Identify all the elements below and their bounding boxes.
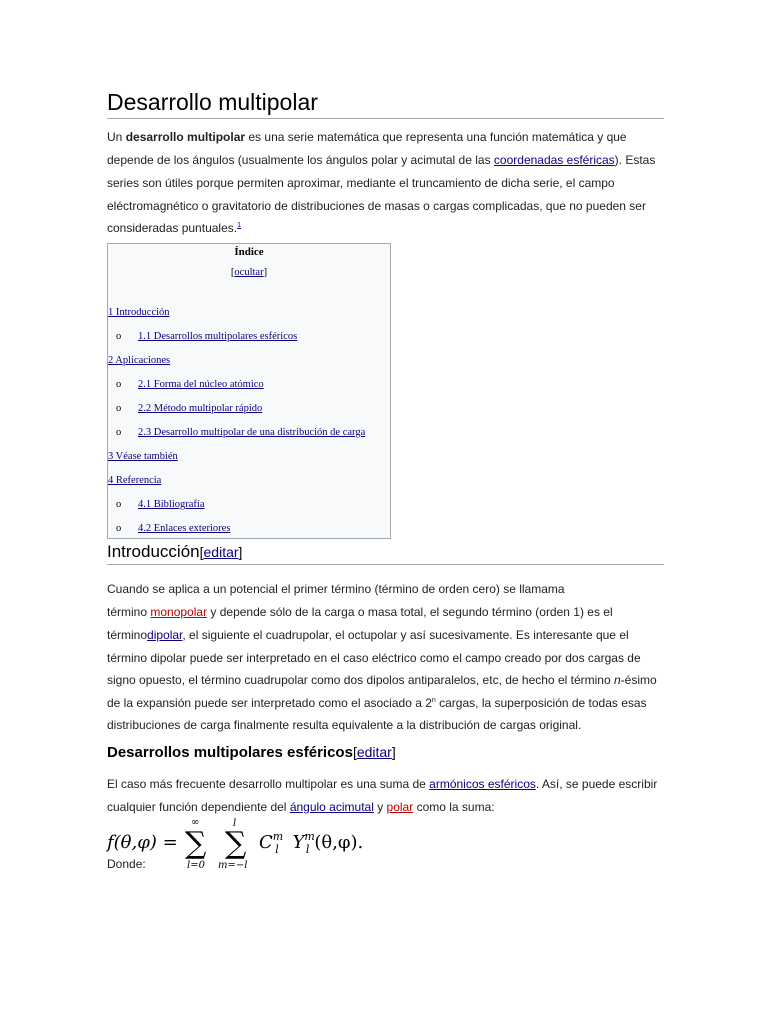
text: y [373,800,387,814]
formula-arguments: (θ,φ). [314,832,364,853]
table-of-contents [107,243,391,539]
heading-text: Introducción [107,542,200,561]
intro-para-line-5 [107,669,664,692]
reference-link[interactable]: 1 [237,222,241,229]
text: El caso más frecuente desarrollo multipolar es una suma de [107,777,430,791]
sum1-lower-limit: l=0 [187,860,205,871]
bullet: o [116,523,122,534]
sum2-lower-limit: m=−l [218,860,248,871]
toc-link[interactable]: 1 Introducción [108,307,170,318]
spherical-para-line-1 [107,773,664,796]
sum1-upper-limit: ∞ [191,817,200,828]
bracket: ] [238,544,243,560]
bracket: [ [199,544,204,560]
section-heading-introduccion [107,540,664,565]
bullet: o [116,331,122,342]
text: término [107,605,151,619]
toc-item [108,354,170,368]
bullet: o [116,379,122,390]
bold-term: desarrollo multipolar [125,130,246,144]
toc-link[interactable]: 4.1 Bibliografía [138,499,205,510]
bracket: ] [263,267,268,278]
sum1-sigma: ∑ [185,826,207,861]
toc-title: Índice [234,246,264,258]
donde-label: Donde: [107,857,146,871]
harmonic-subscript: l [305,843,310,856]
text: como la suma: [413,800,495,814]
intro-para-line-7: distribuciones de carga finalmente resulta equivalente a la distribución de cargas original. [107,718,582,732]
heading-text: Desarrollos multipolares esféricos [107,744,353,761]
toc-item [116,402,263,416]
intro-para-line-3 [107,624,664,647]
text: es una serie matemática que representa una función matemática y que [245,130,627,144]
toc-link[interactable]: 4 Referencia [108,475,162,486]
section-heading-desarrollos-esfericos [107,741,396,764]
spherical-harmonic: Y [292,832,305,853]
page-title: Desarrollo multipolar [107,86,664,119]
coefficient-subscript: l [275,843,279,856]
text: cualquier función dependiente del [107,800,290,814]
bracket: ] [391,744,396,760]
toc-link[interactable]: 4.2 Enlaces exteriores [138,523,231,534]
toc-link[interactable]: 2.2 Método multipolar rápido [138,403,263,414]
bullet: o [116,403,122,414]
edit-link[interactable]: editar [356,744,392,760]
toc-hide-link[interactable]: ocultar [234,267,264,278]
toc-item [116,498,205,512]
intro-line-4: eléctromagnético o gravitatorio de distribuciones de masas o cargas complicadas, que no pueden ser [107,199,646,213]
link-polar[interactable]: polar [386,800,414,814]
link-coordenadas-esfericas[interactable]: coordenadas esféricas [493,153,615,167]
link-dipolar[interactable]: dipolar [147,628,183,642]
toc-item [108,450,178,464]
superscript-n: n [431,697,436,704]
toc-item [116,426,366,440]
text: término [107,628,148,642]
text: consideradas puntuales. [107,221,238,235]
toc-link[interactable]: 2.3 Desarrollo multipolar de una distribución de carga [138,427,366,438]
intro-para-line-1: Cuando se aplica a un potencial el primer término (término de orden cero) se llamama [107,582,565,596]
link-angulo-acimutal[interactable]: ángulo acimutal [289,800,374,814]
spherical-para-line-2 [107,796,664,819]
link-armonicos-esfericos[interactable]: armónicos esféricos [429,777,536,791]
text: de la expansión puede ser interpretado como el asociado a 2 [107,696,432,710]
intro-line-5 [107,217,664,240]
toc-link[interactable]: 2.1 Forma del núcleo atómico [138,379,264,390]
formula-lhs: f(θ,φ) = [107,832,178,853]
intro-para-line-4: término dipolar puede ser interpretado en el caso eléctrico como el campo creado por dos cargas de [107,651,641,665]
intro-para-line-2 [107,601,664,624]
toc-item [108,474,161,488]
edit-section [353,744,396,760]
intro-line-1 [107,126,664,149]
coefficient: C [259,832,273,853]
toc-link[interactable]: 3 Véase también [108,451,178,462]
bullet: o [116,499,122,510]
formula-term [259,830,364,856]
toc-toggle [108,266,390,280]
text: depende de los ángulos (usualmente los ángulos polar y acimutal de las [107,153,494,167]
toc-link[interactable]: 2 Aplicaciones [108,355,171,366]
intro-para-line-6 [107,692,664,715]
text: signo opuesto, el término cuadrupolar como dos dipolos antiparalelos, etc, de hecho el término [107,673,614,687]
bracket: [ [352,744,357,760]
intro-line-3: series son útiles porque permiten aproximar, mediante el truncamiento de dicha serie, el campo [107,176,615,190]
toc-item [116,378,264,392]
intro-line-2 [107,149,664,172]
toc-item [116,522,231,536]
toc-link[interactable]: 1.1 Desarrollos multipolares esféricos [138,331,298,342]
text: ). Estas [614,153,656,167]
bracket: [ [230,267,235,278]
text: cargas, la superposición de todas esas [435,696,647,710]
text: Un [107,130,126,144]
text: y depende sólo de la carga o masa total, el segundo término (orden 1) es el [207,605,613,619]
edit-link[interactable]: editar [203,544,239,560]
text: . Así, se puede escribir [535,777,658,791]
text: , el siguiente el cuadrupolar, el octupolar y así sucesivamente. Es interesante que el [182,628,629,642]
harmonic-superscript: m [304,830,315,843]
sum2-sigma: ∑ [225,826,247,861]
toc-item [116,330,298,344]
edit-section [200,544,243,560]
toc-item [108,306,170,320]
italic-n: n [613,673,621,687]
link-monopolar[interactable]: monopolar [150,605,208,619]
bullet: o [116,427,122,438]
coefficient-superscript: m [272,830,284,843]
text: -ésimo [620,673,657,687]
sum2-upper-limit: l [233,818,237,829]
